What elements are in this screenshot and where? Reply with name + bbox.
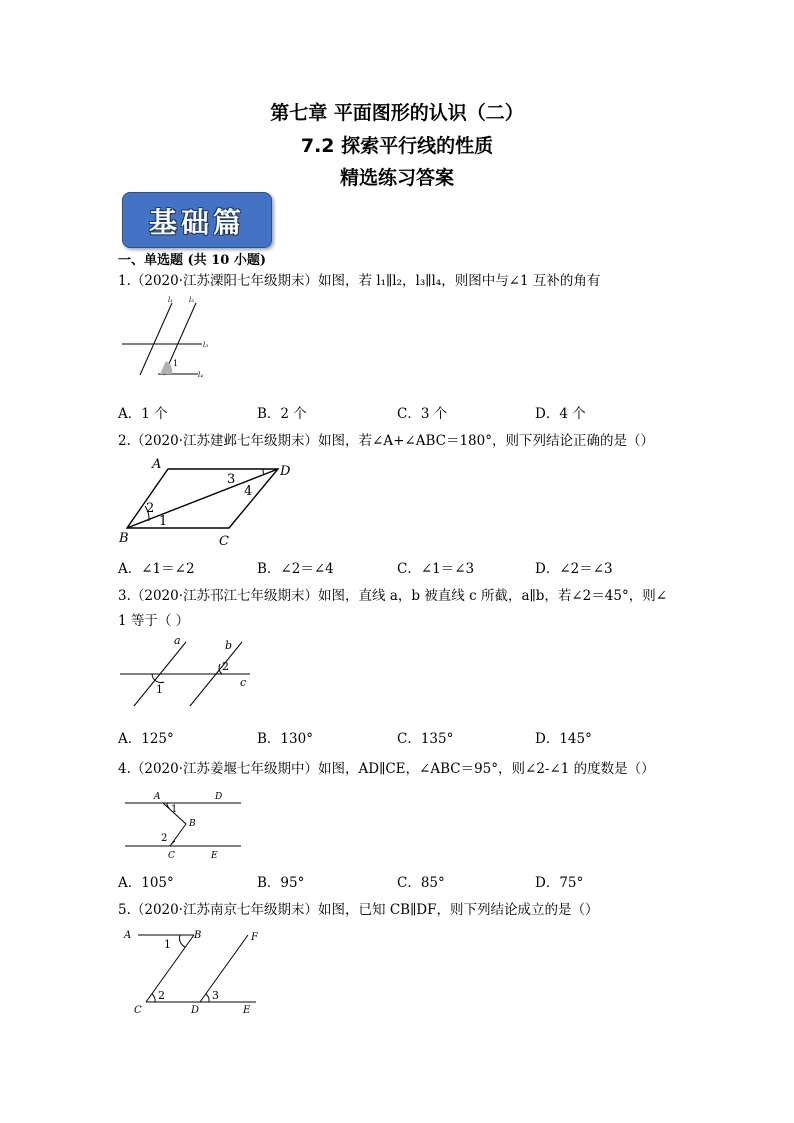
angle-2-arc [152, 994, 155, 1002]
chapter-title: 第七章 平面图形的认识（二） [270, 102, 524, 124]
label-b: B [194, 930, 202, 941]
question-3-figure [118, 632, 258, 712]
basic-level-badge [122, 192, 272, 248]
question-3-stem-continued: 1 等于（ ） [118, 613, 190, 629]
label-angle-1: 1 [171, 804, 178, 815]
question-1-figure [120, 295, 230, 385]
q2-option-a[interactable]: A．∠1＝∠2 [118, 561, 195, 577]
page-subtitle: 精选练习答案 [339, 167, 454, 189]
label-e: E [211, 851, 218, 861]
label-c: C [168, 851, 175, 861]
label-c: C [219, 534, 229, 549]
q2-option-c[interactable]: C．∠1＝∠3 [397, 561, 475, 577]
label-l3: l₃ [203, 341, 209, 349]
label-angle-2: 2 [146, 501, 155, 516]
q4-option-b[interactable]: B．95° [257, 875, 305, 891]
badge-label: 基础篇 [148, 206, 245, 239]
q4-option-c[interactable]: C．85° [397, 875, 445, 891]
label-angle-2: 2 [222, 660, 229, 673]
label-angle-1: 1 [159, 514, 168, 529]
label-e: E [243, 1005, 251, 1016]
line-df [200, 935, 248, 1002]
label-d: D [215, 792, 223, 802]
label-angle-1: 1 [173, 359, 179, 368]
label-f: F [251, 932, 258, 943]
q1-option-a[interactable]: A．1 个 [118, 406, 168, 422]
q4-option-a[interactable]: A．105° [118, 875, 174, 891]
label-a: A [154, 792, 161, 802]
label-a: A [152, 457, 162, 472]
angle-1-arc [180, 935, 185, 947]
label-c: C [134, 1005, 142, 1016]
label-angle-3: 3 [227, 472, 236, 487]
label-angle-2: 2 [158, 989, 165, 1002]
label-angle-2: 2 [161, 833, 168, 844]
label-b: b [225, 639, 233, 652]
q1-option-d[interactable]: D．4 个 [535, 406, 586, 422]
label-a: A [124, 930, 132, 941]
label-b: B [189, 819, 196, 829]
question-4-stem: 4.（2020·江苏姜堰七年级期中）如图，AD∥CE，∠ABC＝95°，则∠2-∠1 的度数是（） [118, 761, 655, 777]
label-d: D [191, 1005, 200, 1016]
q3-option-c[interactable]: C．135° [397, 731, 454, 747]
q4-option-d[interactable]: D．75° [535, 875, 584, 891]
q3-option-d[interactable]: D．145° [535, 731, 592, 747]
label-l4: l₄ [198, 371, 204, 379]
question-4-figure [125, 788, 250, 863]
q2-option-d[interactable]: D．∠2＝∠3 [535, 561, 613, 577]
part-heading: 一、单选题 (共 10 小题) [118, 253, 266, 268]
q1-option-c[interactable]: C．3 个 [397, 406, 448, 422]
question-1-stem: 1.（2020·江苏溧阳七年级期末）如图，若 l₁∥l₂，l₃∥l₄，则图中与∠1 互补的角有 [118, 273, 601, 289]
diagonal-bd [127, 469, 278, 528]
angle-3-arc [206, 994, 209, 1002]
q1-option-b[interactable]: B．2 个 [257, 406, 307, 422]
q3-option-b[interactable]: B．130° [257, 731, 313, 747]
label-angle-1: 1 [164, 938, 171, 951]
question-5-figure [120, 925, 270, 1020]
q2-option-b[interactable]: B．∠2＝∠4 [257, 561, 334, 577]
label-b: B [119, 531, 129, 546]
question-5-stem: 5.（2020·江苏南京七年级期末）如图，已知 CB∥DF，则下列结论成立的是（） [118, 902, 599, 918]
label-angle-4: 4 [244, 484, 253, 499]
question-2-figure [115, 455, 300, 550]
q3-option-a[interactable]: A．125° [118, 731, 174, 747]
label-l2: l₂ [189, 296, 195, 304]
angle-1-marker [160, 361, 172, 374]
label-angle-3: 3 [212, 989, 219, 1002]
label-l1: l₁ [168, 296, 174, 304]
section-title: 7.2 探索平行线的性质 [300, 135, 494, 157]
question-3-stem: 3.（2020·江苏邗江七年级期末）如图，直线 a，b 被直线 c 所截，a∥b，若∠2＝45°，则∠ [118, 588, 668, 604]
question-2-stem: 2.（2020·江苏建邺七年级期末）如图，若∠A+∠ABC＝180°，则下列结论正确的是（） [118, 433, 654, 449]
angle-2-arc [172, 841, 175, 844]
label-angle-1: 1 [156, 683, 163, 696]
label-c: c [240, 676, 247, 689]
label-d: D [280, 464, 291, 479]
label-a: a [174, 634, 181, 647]
